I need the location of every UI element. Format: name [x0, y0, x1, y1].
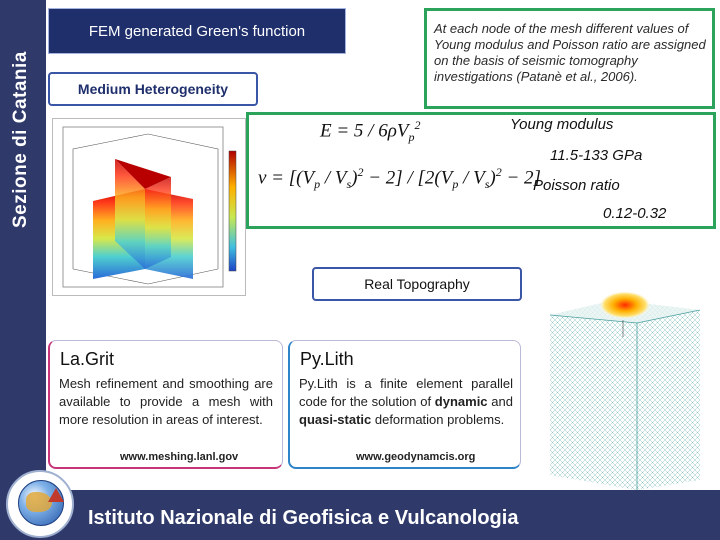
- pylith-card: [288, 340, 521, 469]
- topography-mesh-figure: [545, 275, 705, 490]
- young-modulus-range: 11.5-133 GPa: [550, 147, 643, 164]
- logo-triangle: [48, 488, 64, 502]
- lagrit-description: Mesh refinement and smoothing are available to provide a mesh with more resolution in areas of interest.: [59, 376, 273, 427]
- lagrit-card: [48, 340, 283, 469]
- pylith-description: Py.Lith is a finite element parallel code for the solution of dynamic and quasi-static deformation problems.: [299, 376, 513, 427]
- fem-title: FEM generated Green's function: [48, 8, 346, 54]
- ingv-logo: [6, 470, 74, 538]
- lagrit-link[interactable]: www.meshing.lanl.gov: [120, 451, 239, 463]
- tomography-note: At each node of the mesh different values of Young modulus and Poisson ratio are assigned on the basis of seismic tomography investigations (Patanè et al., 2006).: [424, 8, 715, 109]
- lagrit-title: La.Grit: [60, 349, 115, 369]
- poisson-formula: $\nu = [(V_p / V_s)^2 - 2] / [2(V_p / V_s)^2 - 2]$: [258, 165, 541, 192]
- pylith-title: Py.Lith: [300, 349, 354, 369]
- fem-mesh-figure: [52, 118, 246, 296]
- young-formula: $E = 5 / 6\rho V_p^2$: [320, 118, 421, 145]
- section-label: Sezione di Catania: [10, 51, 31, 228]
- medium-heterogeneity-label: Medium Heterogeneity: [48, 72, 258, 106]
- poisson-ratio-label: Poisson ratio: [533, 177, 620, 194]
- young-modulus-label: Young modulus: [510, 116, 614, 133]
- real-topography-label: Real Topography: [312, 267, 522, 301]
- institute-name: Istituto Nazionale di Geofisica e Vulcanologia: [88, 507, 519, 529]
- poisson-ratio-range: 0.12-0.32: [603, 205, 667, 222]
- pylith-link[interactable]: www.geodynamcis.org: [356, 451, 476, 463]
